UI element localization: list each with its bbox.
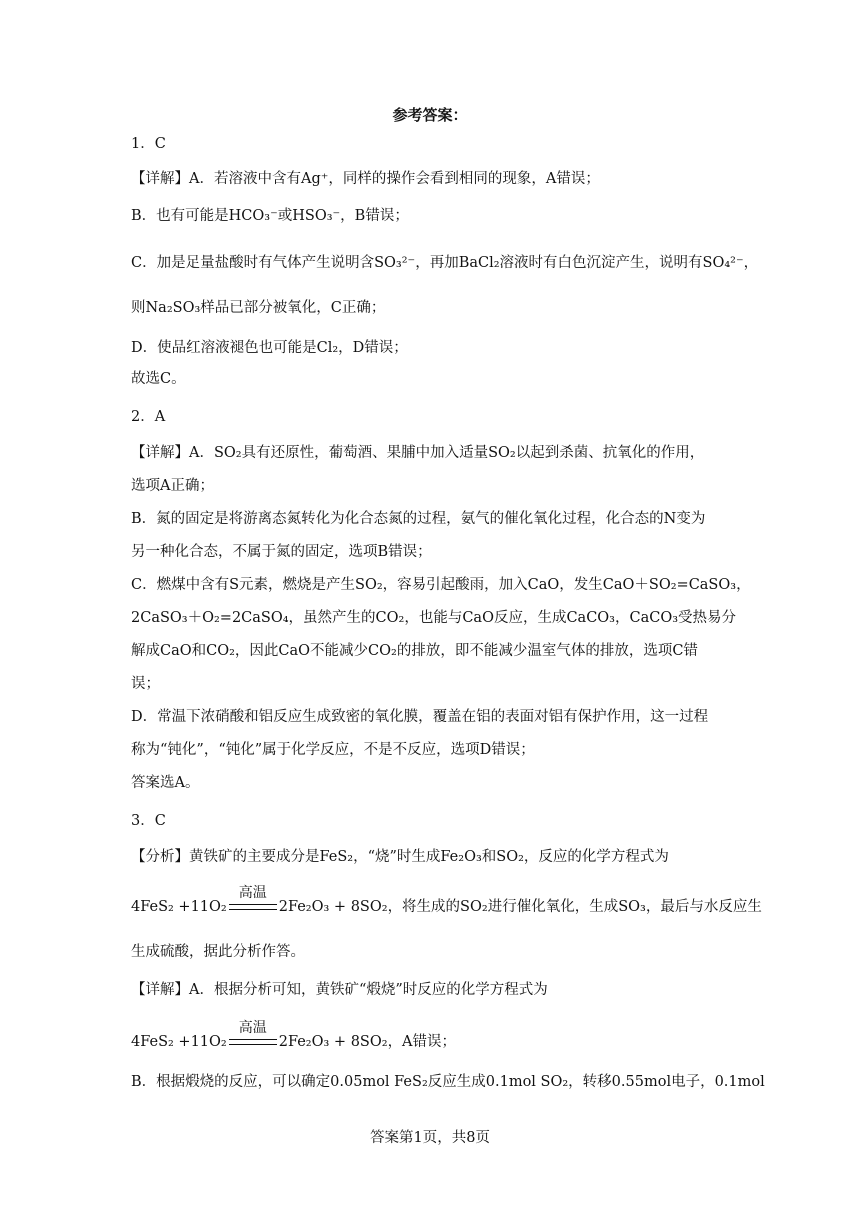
text-line: D．常温下浓硝酸和铝反应生成致密的氧化膜，覆盖在铝的表面对铝有保护作用，这一过程 (131, 709, 709, 725)
text-line: B．氮的固定是将游离态氮转化为化合态氮的过程，氨气的催化氧化过程，化合态的N变为 (131, 511, 706, 527)
text-line: 则Na₂SO₃样品已部分被氧化，C正确； (131, 300, 386, 316)
text-line: 答案选A。 (131, 775, 200, 791)
text-line: C．加是足量盐酸时有气体产生说明含SO₃²⁻，再加BaCl₂溶液时有白色沉淀产生，说明有SO₄²⁻， (131, 255, 759, 271)
text-line: 生成硫酸，据此分析作答。 (131, 944, 305, 960)
chemical-equation (131, 885, 762, 916)
equation-arrow (229, 1020, 277, 1051)
text-line: 解成CaO和CO₂，因此CaO不能减少CO₂的排放，即不能减少温室气体的排放，选项C错 (131, 643, 698, 659)
text-line: 3．C (131, 813, 166, 829)
page-footer: 答案第1页，共8页 (370, 1130, 490, 1146)
text-line: 称为“钝化”，“钝化”属于化学反应，不是不反应，选项D错误； (131, 742, 535, 758)
text-line: 【详解】A．若溶液中含有Ag⁺，同样的操作会看到相同的现象，A错误； (131, 171, 600, 187)
text-line: 误； (131, 676, 160, 692)
text-line: 1．C (131, 136, 166, 152)
text-line: 故选C。 (131, 371, 186, 387)
reaction-condition: 高温 (238, 1020, 267, 1036)
text-line: B．根据煅烧的反应，可以确定0.05mol FeS₂反应生成0.1mol SO₂，转移0.55mol电子，0.1mol (131, 1074, 765, 1090)
equation-products: 2Fe₂O₃ + 8SO₂ (278, 1034, 388, 1050)
text-line: 2．A (131, 409, 166, 425)
equation-arrow (229, 885, 277, 916)
reaction-condition: 高温 (238, 885, 267, 901)
text-line: 选项A正确； (131, 478, 214, 494)
equation-tail-text: ，将生成的SO₂进行催化氧化，生成SO₃，最后与水反应生 (387, 899, 762, 915)
page-title: 参考答案： (392, 106, 468, 124)
text-line: 【分析】黄铁矿的主要成分是FeS₂，“烧”时生成Fe₂O₃和SO₂，反应的化学方程式为 (131, 849, 669, 865)
equation-products: 2Fe₂O₃ + 8SO₂ (278, 899, 388, 915)
double-line-icon (229, 904, 277, 910)
text-line: C．燃煤中含有S元素，燃烧是产生SO₂，容易引起酸雨，加入CaO，发生CaO＋SO₂=CaSO₃， (131, 577, 751, 593)
text-line: 2CaSO₃＋O₂=2CaSO₄，虽然产生的CO₂，也能与CaO反应，生成CaCO₃，CaCO₃受热易分 (131, 610, 737, 626)
text-line: 【详解】A．根据分析可知，黄铁矿“煅烧”时反应的化学方程式为 (131, 982, 548, 998)
text-line: 【详解】A．SO₂具有还原性，葡萄酒、果脯中加入适量SO₂以起到杀菌、抗氧化的作用， (131, 445, 705, 461)
equation-reactants: 4FeS₂ +11O₂ (131, 899, 227, 915)
equation-reactants: 4FeS₂ +11O₂ (131, 1034, 227, 1050)
text-line: 另一种化合态，不属于氮的固定，选项B错误； (131, 544, 432, 560)
equation-tail-text: ，A错误； (387, 1034, 457, 1050)
text-line: B．也有可能是HCO₃⁻或HSO₃⁻，B错误； (131, 208, 409, 224)
chemical-equation (131, 1020, 457, 1051)
double-line-icon (229, 1039, 277, 1045)
text-line: D．使品红溶液褪色也可能是Cl₂，D错误； (131, 340, 408, 356)
